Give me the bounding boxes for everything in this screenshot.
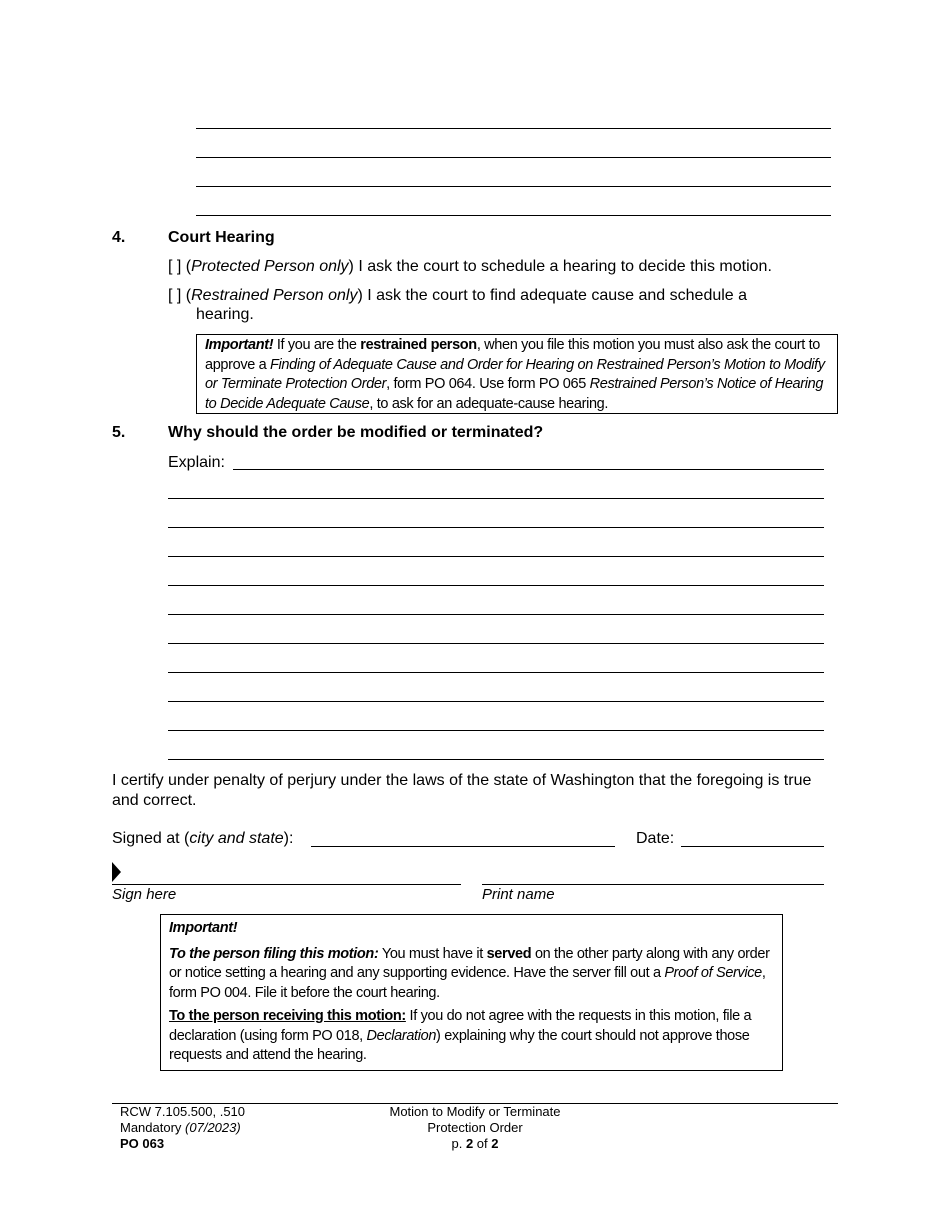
notice-receiver-label: To the person receiving this motion: [169,1008,406,1024]
important-text: , form PO 064. Use form PO 065 [386,376,590,392]
important-form-title: Finding of Adequate Cause and Order for Hearing on Restrained Person’s Motion to Modify or Terminate Protection Order [205,356,825,392]
section-4-number: 4. [112,229,126,246]
notice-bold: served [486,945,532,962]
explain-label: Explain: [168,454,225,471]
option2-text-cont: hearing. [196,306,254,323]
answer-line[interactable] [196,157,831,158]
footer-center [350,1104,600,1152]
explain-line[interactable] [233,469,824,470]
page-total: 2 [491,1136,499,1151]
notice-text: If you do not agree with the requests in this motion, file a declaration (using form PO 018, [169,1008,752,1044]
footer-form-number: PO 063 [120,1136,165,1151]
explain-line[interactable] [168,527,824,528]
footer-rcw: RCW 7.105.500, .510 [120,1104,246,1119]
explain-line[interactable] [168,672,824,673]
explain-line[interactable] [168,643,824,644]
answer-line[interactable] [196,215,831,216]
explain-line[interactable] [168,556,824,557]
footer-title-2: Protection Order [427,1120,523,1135]
signed-at-italic: city and state [189,830,284,847]
answer-line[interactable] [196,186,831,187]
signature-field[interactable] [112,884,461,885]
footer-mandatory [120,1120,245,1136]
hearing-option-restrained: [ ] (Restrained Person only) I ask the court to find adequate cause and schedule a [168,287,748,304]
signed-at-label [112,829,293,849]
footer-left [120,1104,245,1152]
certification-text: I certify under penalty of perjury under the laws of the state of Washington that the foregoing is true and correct. [112,772,812,809]
checkbox-protected[interactable]: [ ] [168,258,182,275]
important-box-restrained [196,334,838,414]
mandatory-date: (07/2023) [185,1120,241,1135]
notice-text: ) explaining why the court should not approve those requests and attend the hearing. [169,1027,750,1063]
print-name-label: Print name [482,886,555,903]
notice-text: on the other party along with any order or notice setting a hearing and any supporting evidence. Have the server fill out a [169,945,770,981]
explain-line[interactable] [168,730,824,731]
notice-text: You must have it [378,945,487,962]
mandatory-label: Mandatory [120,1120,186,1135]
print-name-field[interactable] [482,884,824,885]
notice-filer-paragraph [169,945,774,1004]
notice-filer-label: To the person filing this motion: [169,945,379,962]
signed-at-prefix: Signed at ( [112,830,190,847]
option2-text: ) I ask the court to find adequate cause and schedule a [357,287,748,304]
important-notice-box [160,914,783,1071]
sign-here-label: Sign here [112,886,177,903]
important-text: , to ask for an adequate-cause hearing. [369,395,609,412]
important-label: Important! [205,337,274,353]
option1-italic: Protected Person only [191,258,349,275]
explain-line[interactable] [168,701,824,702]
section-4-title: Court Hearing [168,229,275,246]
notice-italic: Declaration [366,1027,437,1044]
signed-at-field[interactable] [311,846,615,847]
explain-line[interactable] [168,585,824,586]
section-5-title: Why should the order be modified or terminated? [168,424,544,441]
date-label: Date: [636,830,675,847]
signed-at-suffix: ): [283,830,294,847]
explain-line[interactable] [168,614,824,615]
sign-arrow-icon [112,862,122,882]
section-5-number: 5. [112,424,126,441]
notice-receiver-paragraph [169,1007,774,1066]
checkbox-restrained[interactable]: [ ] [168,287,182,304]
explain-line[interactable] [168,498,824,499]
page-prefix: p. [451,1136,466,1151]
option2-italic: Restrained Person only [191,287,358,304]
explain-line[interactable] [168,759,824,760]
page-number: 2 [465,1136,474,1151]
notice-text: , form PO 004. File it before the court hearing. [169,965,766,1001]
important-bold: restrained person [360,337,477,353]
important-text: , when you file this motion you must also ask the court to approve a [205,337,821,373]
hearing-option-protected: [ ] (Protected Person only) I ask the court to schedule a hearing to decide this motion. [168,258,772,275]
footer-page [350,1136,600,1152]
page-of: of [473,1136,492,1151]
date-field[interactable] [681,846,824,847]
important-form-title: Restrained Person’s Notice of Hearing to Decide Adequate Cause [205,376,824,412]
notice-italic: Proof of Service [664,965,762,981]
option1-text: ) I ask the court to schedule a hearing to decide this motion. [348,258,772,275]
answer-line[interactable] [196,128,831,129]
important-text: If you are the [273,337,361,353]
notice-title: Important! [169,920,238,936]
footer-title-1: Motion to Modify or Terminate [389,1104,561,1119]
